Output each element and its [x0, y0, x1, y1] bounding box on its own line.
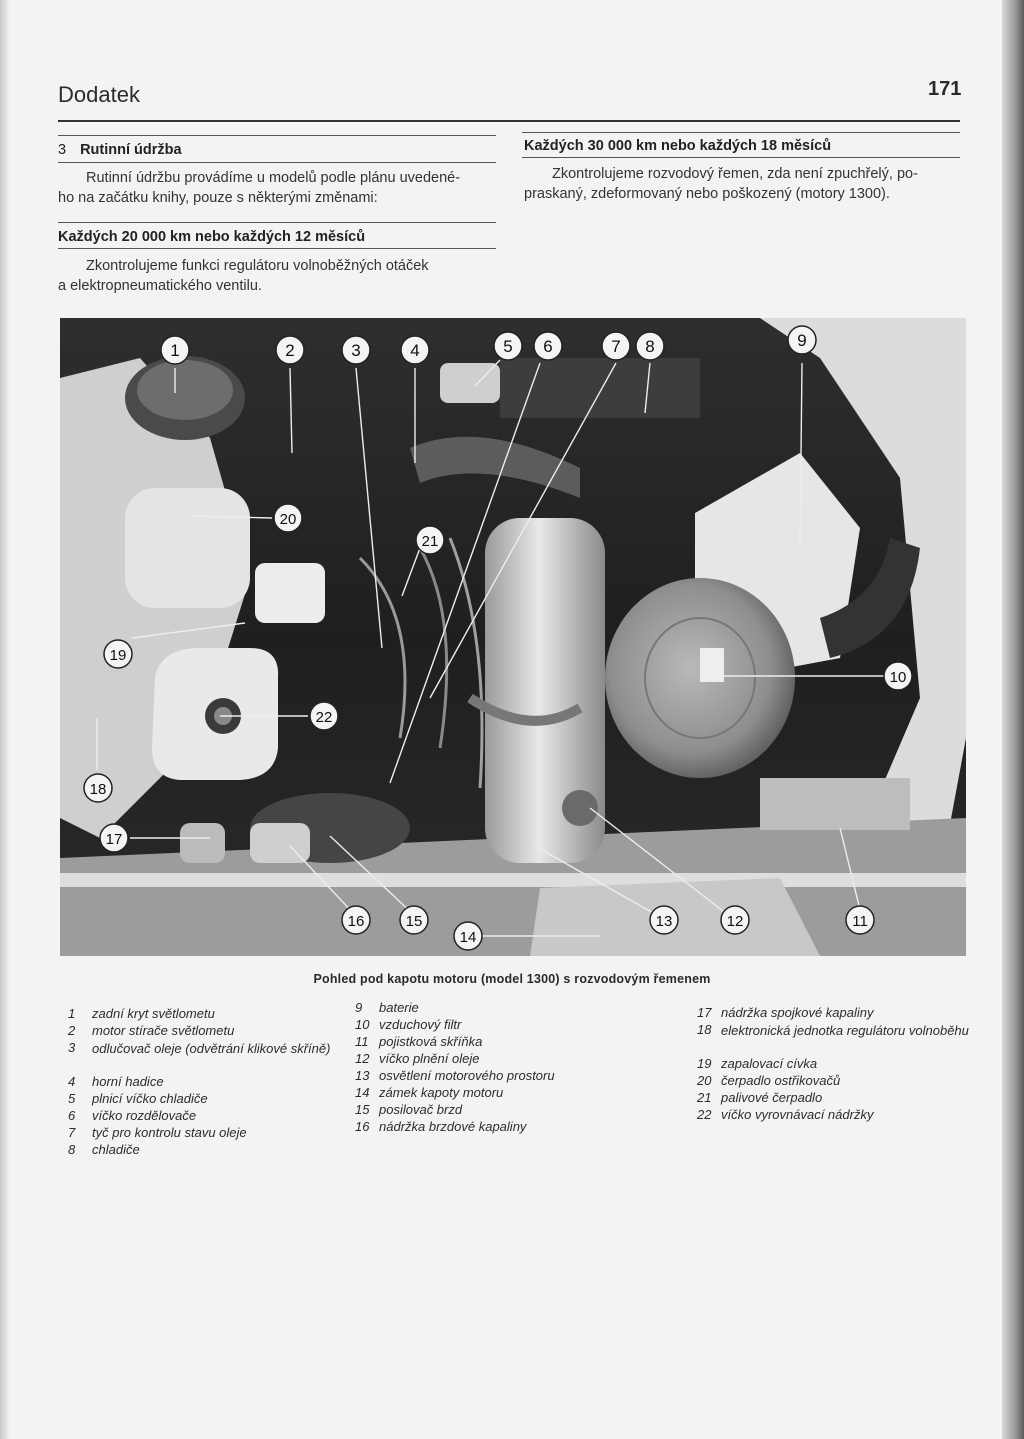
legend-column-1 [68, 1006, 338, 1159]
section-top-rule [58, 135, 496, 136]
legend-column-2 [355, 1000, 635, 1136]
page-number: 171 [928, 78, 962, 100]
interval-20k-title: Každých 20 000 km nebo každých 12 měsíců [58, 229, 366, 245]
callout-label: 21 [421, 533, 439, 550]
paragraph-line: praskaný, zdeformovaný nebo poškozený (motory 1300). [524, 186, 890, 202]
legend-item: 7 tyč pro kontrolu stavu oleje [68, 1125, 247, 1140]
interval-30k-title: Každých 30 000 km nebo každých 18 měsíců [524, 138, 832, 154]
legend-item: 16 nádržka brzdové kapaliny [355, 1119, 527, 1134]
legend-column-3 [697, 1005, 967, 1124]
callout-label: 4 [410, 341, 420, 360]
header-rule [58, 120, 960, 122]
callout-label: 1 [170, 341, 180, 360]
legend-item: 5 plnicí víčko chladiče [68, 1091, 208, 1106]
callout-label: 8 [645, 337, 655, 356]
engine-bay-photo [60, 318, 966, 956]
legend-item: 14 zámek kapoty motoru [355, 1085, 504, 1100]
page-right-shadow [1002, 0, 1024, 1439]
legend-item: 1 zadní kryt světlometu [68, 1006, 215, 1021]
callout-label: 10 [889, 669, 907, 686]
section-title: Rutinní údržba [80, 142, 182, 158]
callout-label: 18 [89, 781, 107, 798]
callout-label: 11 [852, 913, 868, 930]
callout-label: 17 [105, 831, 123, 848]
legend-item: 18 elektronická jednotka regulátoru volnoběhu [697, 1022, 969, 1038]
callout-label: 5 [503, 337, 513, 356]
section-bottom-rule [58, 162, 496, 163]
legend-item: 2 motor stírače světlometu [68, 1023, 235, 1038]
legend-item: 17 nádržka spojkové kapaliny [697, 1005, 874, 1020]
callout-label: 2 [285, 341, 295, 360]
legend-item: 6 víčko rozdělovače [68, 1108, 197, 1123]
legend-item: 21 palivové čerpadlo [697, 1090, 823, 1105]
callout-label: 13 [655, 913, 673, 930]
legend-item: 3 odlučovač oleje (odvětrání klikové skříně) [68, 1040, 331, 1056]
interval-30k-paragraph [524, 164, 962, 204]
callout-label: 6 [543, 337, 553, 356]
callout-label: 16 [347, 913, 365, 930]
callout-label: 7 [611, 337, 621, 356]
legend-item: 10 vzduchový filtr [355, 1017, 462, 1032]
page-left-shadow [0, 0, 10, 1439]
legend-item: 20 čerpadlo ostřikovačů [697, 1073, 841, 1088]
legend-item: 13 osvětlení motorového prostoru [355, 1068, 555, 1083]
callout-label: 15 [405, 913, 423, 930]
running-title: Dodatek [58, 82, 140, 107]
legend-item: 12 víčko plnění oleje [355, 1051, 480, 1066]
interval-30k-top-rule [522, 132, 960, 133]
interval-20k-bottom-rule [58, 248, 496, 249]
legend-item: 11 pojistková skříňka [355, 1034, 483, 1049]
figure-caption: Pohled pod kapotu motoru (model 1300) s rozvodovým řemenem [313, 972, 711, 986]
callout-label: 14 [459, 929, 477, 946]
callout-label: 19 [109, 647, 127, 664]
legend-item: 4 horní hadice [68, 1074, 164, 1089]
legend-item: 8 chladiče [68, 1142, 140, 1157]
paragraph-line: Zkontrolujeme funkci regulátoru volnoběžných otáček [86, 258, 429, 274]
legend-item: 15 posilovač brzd [355, 1102, 463, 1117]
callout-label: 22 [315, 709, 333, 726]
paragraph-line: ho na začátku knihy, pouze s některými změnami: [58, 190, 378, 206]
legend-item: 22 víčko vyrovnávací nádržky [697, 1107, 874, 1122]
section-paragraph [58, 168, 498, 208]
section-number: 3 [58, 142, 67, 158]
legend-item: 9 baterie [355, 1000, 419, 1015]
section-heading [58, 142, 182, 158]
interval-20k-top-rule [58, 222, 496, 223]
callout-label: 12 [726, 913, 744, 930]
callout-label: 3 [351, 341, 361, 360]
interval-30k-bottom-rule [522, 157, 960, 158]
paragraph-line: Zkontrolujeme rozvodový řemen, zda není zpuchřelý, po- [552, 166, 918, 182]
callout-label: 9 [797, 331, 807, 350]
legend-item: 19 zapalovací cívka [697, 1056, 818, 1071]
interval-20k-paragraph [58, 256, 498, 296]
callout-label: 20 [279, 511, 297, 528]
paragraph-line: Rutinní údržbu provádíme u modelů podle plánu uvedené- [86, 170, 461, 186]
paragraph-line: a elektropneumatického ventilu. [58, 278, 262, 294]
